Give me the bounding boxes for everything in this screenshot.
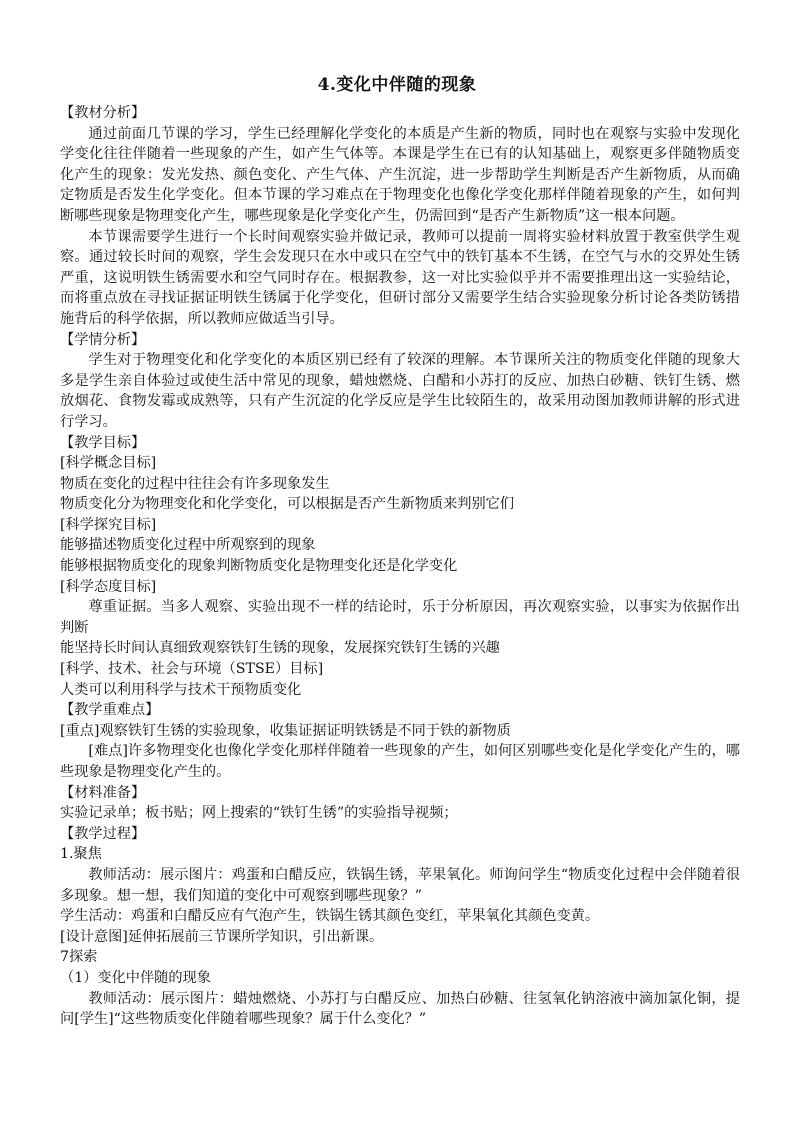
list-line: [重点]观察铁钉生锈的实验现象，收集证据证明铁锈是不同于铁的新物质: [60, 722, 511, 739]
subheading: 7探索: [60, 949, 98, 966]
list-line: 能够根据物质变化的现象判断物质变化是物理变化还是化学变化: [60, 558, 458, 575]
list-line: 能够描述物质变化过程中所观察到的现象: [60, 537, 316, 554]
section-heading-teaching-goals: 【教学目标】: [60, 434, 146, 451]
document-title: 4.变化中伴随的现象: [317, 75, 477, 95]
list-line: 物质在变化的过程中往往会有许多现象发生: [60, 475, 330, 492]
list-line: 能坚持长时间认真细致观察铁钉生锈的现象，发展探究铁钉生锈的兴趣: [60, 640, 500, 657]
subheading: （1）变化中伴随的现象: [60, 969, 211, 986]
list-line: 教师活动：展示图片：鸡蛋和白醋反应，铁锅生锈，苹果氧化。师询问学生“物质变化过程中会伴随着很多现象。想一想，我们知道的变化中可观察到哪些现象？”: [60, 866, 740, 904]
list-line: 实验记录单；板书贴；网上搜索的“铁钉生锈”的实验指导视频；: [60, 805, 458, 822]
subheading: [科学、技术、社会与环境（STSE）目标]: [60, 661, 324, 678]
paragraph: 学生对于物理变化和化学变化的本质区别已经有了较深的理解。本节课所关注的物质变化伴随的现象大多是学生亲自体验过或使生活中常见的现象，蜡烛燃烧、白醋和小苏打的反应、加热白砂糖、铁钉生锈、燃放烟花、食物发霉或成熟等，只有产生沉淀的化学反应是学生比较陌生的，故采用动图加教师讲解的形式进行学习。: [60, 352, 740, 430]
list-line: 学生活动：鸡蛋和白醋反应有气泡产生，铁锅生锈其颜色变红，苹果氧化其颜色变黄。: [60, 908, 600, 925]
section-heading-textbook-analysis: 【教材分析】: [60, 105, 146, 121]
subheading: [科学态度目标]: [60, 578, 157, 595]
subheading: [科学概念目标]: [60, 455, 157, 472]
document-body: [60, 103, 740, 1030]
list-line: [难点]许多物理变化也像化学变化那样伴随着一些现象的产生，如何区别哪些变化是化学变化产生的，哪些现象是物理变化产生的。: [60, 743, 740, 780]
list-line: 物质变化分为物理变化和化学变化，可以根据是否产生新物质来判别它们: [60, 496, 515, 513]
list-line: [设计意图]延伸拓展前三节课所学知识，引出新课。: [60, 928, 384, 945]
section-heading-learner-analysis: 【学情分析】: [60, 331, 146, 348]
paragraph: 本节课需要学生进行一个长时间观察实验并做记录，教师可以提前一周将实验材料放置于教室供学生观察。通过较长时间的观察，学生会发现只在水中或只在空气中的铁钉基本不生锈，在空气与水的交界处生锈严重，这说明铁生锈需要水和空气同时存在。根据教参，这一对比实验似乎并不需要推理出这一实验结论，而将重点放在寻找证据证明铁生锈属于化学变化，但研讨部分又需要学生结合实验现象分析讨论各类防锈措施背后的科学依据，所以教师应做适当引导。: [60, 228, 740, 327]
paragraph: 通过前面几节课的学习，学生已经理解化学变化的本质是产生新的物质，同时也在观察与实验中发现化学变化往往伴随着一些现象的产生，如产生气体等。本课是学生在已有的认知基础上，观察更多伴随物质变化产生的现象：发光发热、颜色变化、产生气体、产生沉淀，进一步帮助学生判断是否产生新物质，从而确定物质是否发生化学变化。但本节课的学习难点在于物理变化也像化学变化那样伴随着现象的产生，如何判断哪些现象是物理变化产生，哪些现象是化学变化产生，仍需回到“是否产生新物质”这一根本问题。: [60, 125, 740, 224]
section-heading-materials: 【材料准备】: [60, 784, 146, 801]
section-heading-teaching-process: 【教学过程】: [60, 825, 146, 842]
list-line: 人类可以利用科学与技术干预物质变化: [60, 681, 302, 698]
subheading: 1.聚焦: [60, 846, 102, 863]
section-heading-key-points: 【教学重难点】: [60, 702, 160, 719]
list-line: 教师活动：展示图片：蜡烛燃烧、小苏打与白醋反应、加热白砂糖、往氢氧化钠溶液中滴加氯化铜，提问[学生]“这些物质变化伴随着哪些现象？属于什么变化？”: [60, 990, 740, 1028]
subheading: [科学探究目标]: [60, 516, 157, 533]
list-line: 尊重证据。当多人观察、实验出现不一样的结论时，乐于分析原因，再次观察实验，以事实为依据作出判断: [60, 599, 740, 636]
